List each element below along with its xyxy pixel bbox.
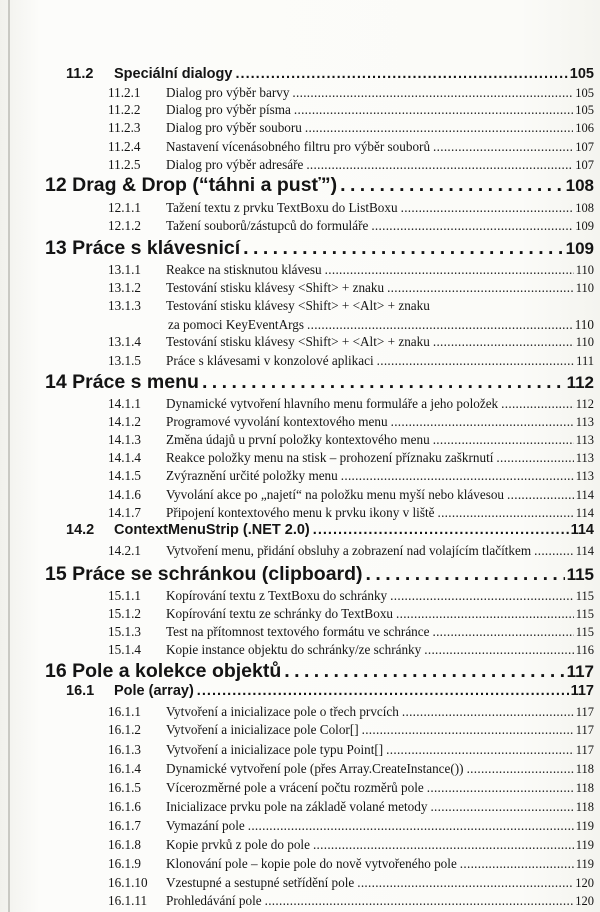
- toc-leader-dots: [235, 66, 567, 82]
- toc-subsection-entry: [0, 761, 594, 777]
- toc-page-number: 117: [575, 743, 594, 757]
- toc-leader-dots: [371, 218, 573, 234]
- toc-entry-number: 14.2.1: [108, 543, 141, 558]
- toc-entry-title: Vytvoření a inicializace pole Color[]: [166, 722, 359, 737]
- toc-entry-number: 13.1.2: [108, 280, 141, 295]
- toc-entry-title: Práce s klávesami v konzolové aplikaci: [166, 353, 374, 368]
- toc-entry-title: Vytvoření menu, přidání obsluhy a zobrazení nad volajícím tlačítkem: [166, 543, 532, 558]
- toc-subsection-entry: [0, 85, 594, 101]
- toc-page-number: 117: [575, 705, 594, 719]
- toc-leader-dots: [396, 606, 574, 622]
- toc-entry-title: Prohledávání pole: [166, 893, 262, 908]
- toc-leader-dots: [307, 317, 573, 333]
- toc-leader-dots: [313, 837, 574, 853]
- toc-leader-dots: [433, 334, 574, 350]
- toc-entry-number: 16.1.2: [108, 722, 141, 737]
- toc-entry-title: Dialog pro výběr písma: [166, 102, 291, 117]
- toc-entry-title: 14 Práce s menu: [45, 371, 199, 393]
- toc-leader-dots: [467, 761, 574, 777]
- toc-subsection-entry: [0, 353, 594, 369]
- toc-subsection-entry: [0, 856, 594, 872]
- toc-leader-dots: [386, 742, 574, 758]
- toc-leader-dots: [390, 588, 574, 604]
- toc-entry-number: 11.2.2: [108, 102, 141, 117]
- toc-entry-number: 15.1.1: [108, 588, 141, 603]
- toc-leader-dots: [265, 893, 574, 909]
- toc-page-number: 108: [565, 176, 594, 195]
- toc-entry-number: 12.1.2: [108, 218, 141, 233]
- toc-leader-dots: [433, 432, 574, 448]
- toc-leader-dots: [284, 660, 564, 683]
- toc-page-number: 109: [575, 219, 594, 233]
- toc-subsection-entry: [0, 317, 594, 333]
- toc-leader-dots: [341, 468, 574, 484]
- toc-page-number: 112: [575, 397, 594, 411]
- toc-subsection-entry: [0, 218, 594, 234]
- toc-entry-title: Kopírování textu z TextBoxu do schránky: [166, 588, 388, 603]
- toc-entry-number: 15.1.2: [108, 606, 141, 621]
- toc-entry-number: 16.1.9: [108, 856, 141, 871]
- toc-entry-number: 13.1.4: [108, 334, 141, 349]
- toc-entry-title: Zvýraznění určité položky menu: [166, 468, 338, 483]
- toc-subsection-entry: [0, 139, 594, 155]
- toc-leader-dots: [305, 120, 573, 136]
- toc-page-number: 118: [575, 781, 594, 795]
- toc-page-number: 119: [575, 857, 594, 871]
- toc-entry-number: 13.1.3: [108, 298, 141, 313]
- toc-page-number: 113: [575, 451, 594, 465]
- toc-leader-dots: [430, 799, 573, 815]
- toc-entry-title: Dialog pro výběr barvy: [166, 85, 290, 100]
- toc-section-entry: [0, 683, 594, 699]
- toc-leader-dots: [507, 487, 574, 503]
- toc-leader-dots: [433, 139, 573, 155]
- toc-subsection-entry: [0, 157, 594, 173]
- toc-subsection-entry: [0, 742, 594, 758]
- toc-page-number: 117: [566, 662, 594, 681]
- toc-entry-title: 13 Práce s klávesnicí: [45, 237, 241, 259]
- toc-subsection-entry: [0, 704, 594, 720]
- toc-page-number: 115: [575, 589, 594, 603]
- toc-entry-title: Dialog pro výběr adresáře: [166, 157, 304, 172]
- toc-entry-title: Vyvolání akce po „najetí“ na položku menu myší nebo klávesou: [166, 487, 505, 502]
- toc-page-number: 115: [575, 607, 594, 621]
- toc-page-number: 113: [575, 415, 594, 429]
- toc-subsection-entry: [0, 200, 594, 216]
- toc-entry-number: 11.2.3: [108, 120, 141, 135]
- toc-subsection-entry: [0, 588, 594, 604]
- toc-leader-dots: [391, 414, 574, 430]
- toc-entry-number: 13.1.5: [108, 353, 141, 368]
- toc-leader-dots: [401, 200, 574, 216]
- toc-page-number: 110: [575, 281, 594, 295]
- toc-page-number: 107: [575, 158, 594, 172]
- toc-entry-number: 16.1.10: [108, 875, 148, 890]
- toc-entry-number: 14.1.4: [108, 450, 141, 465]
- toc-entry-number: 14.1.1: [108, 396, 141, 411]
- toc-entry-title: Vytvoření a inicializace pole o třech prvcích: [166, 704, 399, 719]
- toc-leader-dots: [424, 642, 573, 658]
- toc-entry-number: 16.1: [66, 683, 95, 699]
- toc-entry-number: 16.1.7: [108, 818, 141, 833]
- toc-subsection-entry: [0, 818, 594, 834]
- toc-subsection-entry: [0, 280, 594, 296]
- toc-leader-dots: [313, 522, 569, 538]
- toc-entry-title: Vytvoření a inicializace pole typu Point[]: [166, 742, 384, 757]
- toc-entry-title: ContextMenuStrip (.NET 2.0): [114, 522, 310, 538]
- toc-page-number: 114: [575, 544, 594, 558]
- toc-page-number: 105: [575, 86, 594, 100]
- toc-chapter-entry: [0, 237, 594, 260]
- toc-page-number: 107: [575, 140, 594, 154]
- toc-page-number: 119: [575, 819, 594, 833]
- toc-entry-title: Kopírování textu ze schránky do TextBoxu: [166, 606, 394, 621]
- toc-leader-dots: [357, 875, 573, 891]
- toc-entry-title: Dynamické vytvoření pole (přes Array.CreateInstance()): [166, 761, 464, 776]
- toc-entry-title: Programové vyvolání kontextového menu: [166, 414, 388, 429]
- toc-entry-title: Nastavení vícenásobného filtru pro výběr souborů: [166, 139, 431, 154]
- toc-leader-dots: [202, 371, 565, 394]
- toc-section-entry: [0, 66, 594, 82]
- toc-entry-title: Test na přítomnost textového formátu ve schránce: [166, 624, 430, 639]
- toc-entry-number: 16.1.8: [108, 837, 141, 852]
- toc-entry-title: Reakce položky menu na stisk – prohození příznaku zaškrnutí: [166, 450, 494, 465]
- toc-entry-title: Vzestupné a sestupné setřídění pole: [166, 875, 355, 890]
- toc-section-entry: [0, 522, 594, 538]
- toc-subsection-entry: [0, 780, 594, 796]
- toc-page-number: 114: [575, 488, 594, 502]
- toc-entry-number: 16.1.4: [108, 761, 141, 776]
- toc-page-number: 108: [575, 201, 594, 215]
- toc-entry-number: 14.2: [66, 522, 95, 538]
- toc-leader-dots: [496, 450, 573, 466]
- toc-subsection-entry: [0, 396, 594, 412]
- toc-entry-title: Speciální dialogy: [114, 66, 233, 82]
- toc-page-number: 114: [575, 506, 594, 520]
- toc-chapter-entry: [0, 660, 594, 683]
- toc-entry-title: Tažení textu z prvku TextBoxu do ListBoxu: [166, 200, 398, 215]
- toc-subsection-entry: [0, 414, 594, 430]
- toc-page-number: 114: [570, 522, 594, 538]
- toc-page-number: 111: [576, 354, 594, 368]
- toc-entry-title: Pole (array): [114, 683, 194, 699]
- toc-entry-title: Kopie instance objektu do schránky/ze schránky: [166, 642, 422, 657]
- toc-page-number: 110: [575, 263, 594, 277]
- toc-page-number: 112: [566, 373, 594, 392]
- toc-subsection-entry: [0, 893, 594, 909]
- toc-entry-number: 14.1.3: [108, 432, 141, 447]
- toc-entry-number: 11.2.5: [108, 157, 141, 172]
- toc-subsection-entry: [0, 642, 594, 658]
- toc-entry-number: 16.1.6: [108, 799, 141, 814]
- toc-entry-number: 14.1.2: [108, 414, 141, 429]
- toc-subsection-entry: [0, 799, 594, 815]
- toc-subsection-entry: [0, 298, 594, 314]
- toc-entry-number: 11.2: [66, 66, 94, 82]
- toc-page-number: 105: [575, 103, 594, 117]
- toc-entry-title: Kopie prvků z pole do pole: [166, 837, 310, 852]
- toc-entry-number: 11.2.4: [108, 139, 141, 154]
- toc-subsection-entry: [0, 468, 594, 484]
- toc-entry-title: Změna údajů u první položky kontextového menu: [166, 432, 430, 447]
- toc-entry-number: 13.1.1: [108, 262, 141, 277]
- toc-entry-title: Testování stisku klávesy <Shift> + <Alt> + znaku: [166, 298, 430, 313]
- toc-page-number: 118: [575, 762, 594, 776]
- toc-subsection-entry: [0, 102, 594, 118]
- toc-page-number: 113: [575, 469, 594, 483]
- toc-entry-title: Připojení kontextového menu k prvku ikony v liště: [166, 505, 435, 520]
- toc-entry-number: 15.1.3: [108, 624, 141, 639]
- toc-chapter-entry: [0, 563, 594, 586]
- toc-leader-dots: [377, 353, 575, 369]
- toc-entry-number: 11.2.1: [108, 85, 141, 100]
- toc-subsection-entry: [0, 606, 594, 622]
- toc-subsection-entry: [0, 875, 594, 891]
- toc-page-number: 109: [565, 239, 594, 258]
- toc-entry-title: Testování stisku klávesy <Shift> + <Alt> + znaku: [166, 334, 430, 349]
- toc-page-number: 106: [575, 121, 594, 135]
- toc-leader-dots: [197, 683, 569, 699]
- toc-leader-dots: [402, 704, 574, 720]
- toc-entry-number: 14.1.7: [108, 505, 141, 520]
- toc-page-number: 119: [575, 838, 594, 852]
- toc-page-number: 116: [575, 643, 594, 657]
- toc-leader-dots: [248, 818, 574, 834]
- toc-leader-dots: [306, 157, 573, 173]
- toc-subsection-entry: [0, 120, 594, 136]
- toc-entry-title: 15 Práce se schránkou (clipboard): [45, 563, 363, 585]
- toc-chapter-entry: [0, 174, 594, 197]
- toc-leader-dots: [427, 780, 574, 796]
- toc-page-number: 118: [575, 800, 594, 814]
- toc-subsection-entry: [0, 722, 594, 738]
- toc-entry-number: 16.1.3: [108, 742, 141, 757]
- toc-entry-title: Testování stisku klávesy <Shift> + znaku: [166, 280, 385, 295]
- toc-entry-title: 12 Drag & Drop (“táhni a pusť”): [45, 174, 338, 196]
- toc-subsection-entry: [0, 624, 594, 640]
- toc-page-number: 105: [569, 66, 594, 82]
- toc-page-number: 117: [575, 723, 594, 737]
- toc-entry-number: 15.1.4: [108, 642, 141, 657]
- toc-entry-number: 16.1.11: [108, 893, 148, 908]
- toc-entry-number: 14.1.6: [108, 487, 141, 502]
- toc-entry-title: za pomoci KeyEventArgs: [168, 317, 304, 332]
- toc-entry-title: Tažení souborů/zástupců do formuláře: [166, 218, 369, 233]
- toc-leader-dots: [432, 624, 573, 640]
- toc-leader-dots: [325, 262, 574, 278]
- toc-leader-dots: [366, 563, 565, 586]
- toc-entry-title: Klonování pole – kopie pole do nově vytvořeného pole: [166, 856, 457, 871]
- toc-subsection-entry: [0, 543, 594, 559]
- toc-entry-number: 14.1.5: [108, 468, 141, 483]
- toc-leader-dots: [294, 102, 573, 118]
- toc-page-number: 110: [575, 335, 594, 349]
- toc-entry-number: 12.1.1: [108, 200, 141, 215]
- toc-page-number: 115: [575, 625, 594, 639]
- toc-leader-dots: [460, 856, 574, 872]
- toc-leader-dots: [340, 174, 564, 197]
- toc-page-number: 120: [575, 894, 594, 908]
- toc-entry-title: Vymazání pole: [166, 818, 245, 833]
- toc-page-number: 120: [575, 876, 594, 890]
- toc-entry-title: Vícerozměrné pole a vrácení počtu rozměrů pole: [166, 780, 424, 795]
- toc-leader-dots: [534, 543, 574, 559]
- toc-subsection-entry: [0, 334, 594, 350]
- toc-entry-number: 16.1.1: [108, 704, 141, 719]
- toc-leader-dots: [243, 237, 563, 260]
- toc-leader-dots: [387, 280, 574, 296]
- toc-page-number: 110: [574, 317, 594, 332]
- toc-chapter-entry: [0, 371, 594, 394]
- toc-subsection-entry: [0, 487, 594, 503]
- toc-leader-dots: [501, 396, 574, 412]
- toc-leader-dots: [362, 722, 574, 738]
- toc-page-number: 115: [566, 565, 594, 584]
- toc-page-number: 117: [570, 683, 594, 699]
- toc-subsection-entry: [0, 432, 594, 448]
- toc-subsection-entry: [0, 262, 594, 278]
- toc-leader-dots: [292, 85, 573, 101]
- toc-leader-dots: [437, 505, 573, 521]
- toc-entry-title: Inicializace prvku pole na základě volané metody: [166, 799, 428, 814]
- toc-entry-title: Dialog pro výběr souboru: [166, 120, 302, 135]
- toc-entry-title: Reakce na stisknutou klávesu: [166, 262, 322, 277]
- toc-entry-number: 16.1.5: [108, 780, 141, 795]
- toc-page-number: 113: [575, 433, 594, 447]
- toc-subsection-entry: [0, 837, 594, 853]
- toc-subsection-entry: [0, 450, 594, 466]
- toc-entry-title: Dynamické vytvoření hlavního menu formuláře a jeho položek: [166, 396, 499, 411]
- toc-subsection-entry: [0, 505, 594, 521]
- toc-entry-title: 16 Pole a kolekce objektů: [45, 660, 282, 682]
